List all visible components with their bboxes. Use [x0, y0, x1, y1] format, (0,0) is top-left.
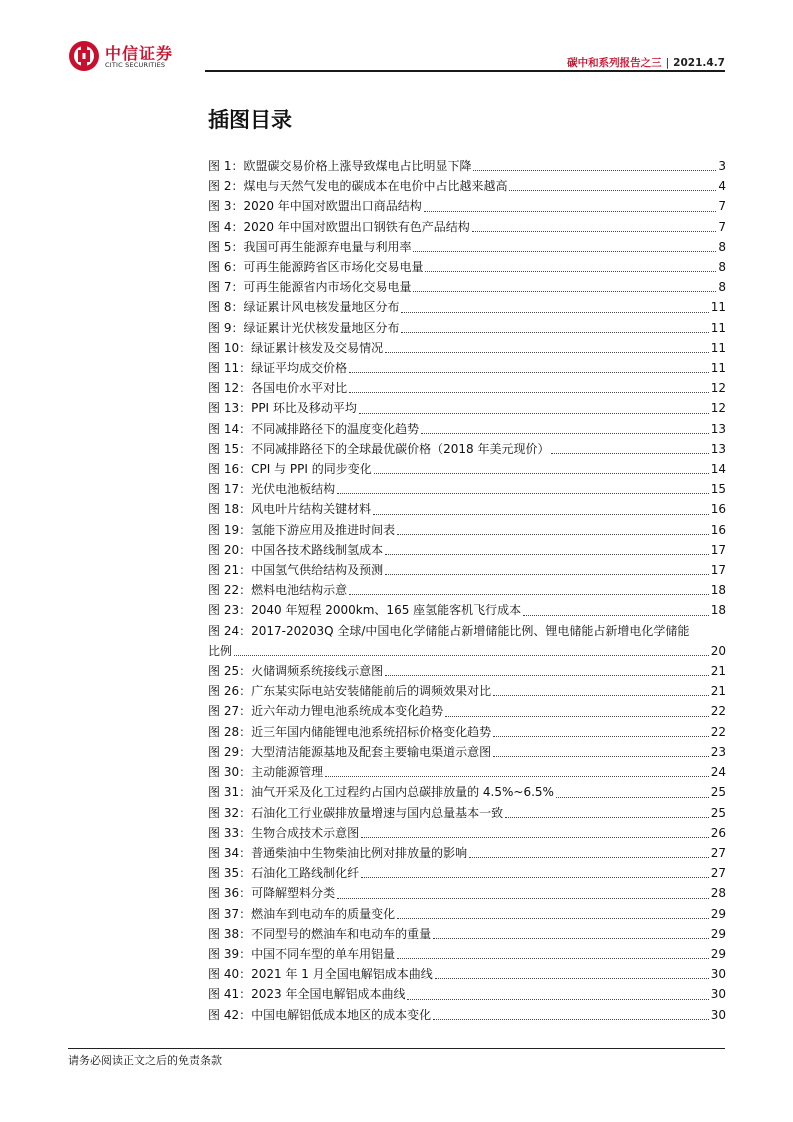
toc-page: 16	[710, 522, 726, 537]
toc-leader	[435, 978, 709, 979]
toc-leader	[473, 170, 716, 171]
toc-item[interactable]	[208, 580, 726, 600]
toc-item[interactable]	[208, 358, 726, 378]
toc-item[interactable]	[208, 419, 726, 439]
toc-page: 25	[710, 785, 726, 800]
toc-leader	[433, 938, 709, 939]
toc-label: 图 37：燃油车到电动车的质量变化	[208, 906, 396, 921]
toc-item[interactable]	[208, 701, 726, 721]
toc-page: 27	[710, 866, 726, 881]
toc-label: 图 28：近三年国内储能锂电池系统招标价格变化趋势	[208, 724, 492, 739]
toc-label: 图 34：普通柴油中生物柴油比例对排放量的影响	[208, 845, 468, 860]
report-series: 碳中和系列报告之三	[567, 57, 662, 69]
toc-label: 图 13：PPI 环比及移动平均	[208, 401, 357, 416]
toc-item[interactable]	[208, 479, 726, 499]
toc-leader	[433, 1019, 709, 1020]
toc-leader	[397, 534, 709, 535]
toc-label: 图 27：近六年动力锂电池系统成本变化趋势	[208, 704, 444, 719]
toc-page: 11	[710, 320, 726, 335]
toc-leader	[445, 716, 709, 717]
toc-page: 30	[710, 967, 726, 982]
toc-page: 20	[710, 643, 726, 658]
toc-label: 图 21：中国氢气供给结构及预测	[208, 563, 384, 578]
toc-page: 27	[710, 845, 726, 860]
toc-label: 图 1：欧盟碳交易价格上涨导致煤电占比明显下降	[208, 159, 472, 173]
report-date: 2021.4.7	[673, 57, 725, 69]
citic-emblem-icon	[68, 40, 100, 72]
toc-page: 11	[710, 361, 726, 376]
toc-leader	[385, 574, 709, 575]
toc-item[interactable]	[208, 439, 726, 459]
toc-leader	[425, 271, 716, 272]
toc-item[interactable]	[208, 277, 726, 297]
toc-leader	[359, 413, 709, 414]
toc-item[interactable]	[208, 297, 726, 317]
page-title: 插图目录	[208, 108, 292, 132]
toc-leader	[469, 857, 709, 858]
toc-label: 图 40：2021 年 1 月全国电解铝成本曲线	[208, 967, 433, 982]
toc-page: 29	[710, 926, 726, 941]
toc-item[interactable]	[208, 318, 726, 338]
toc-item[interactable]	[208, 843, 726, 863]
toc-leader	[493, 756, 709, 757]
toc-item[interactable]	[208, 338, 726, 358]
toc-item[interactable]	[208, 156, 726, 176]
toc-leader	[385, 675, 709, 676]
toc-page: 16	[710, 502, 726, 517]
toc-leader	[234, 655, 709, 656]
disclaimer-note: 请务必阅读正文之后的免责条款	[68, 1054, 222, 1067]
toc-item[interactable]	[208, 944, 726, 964]
toc-label: 图 19：氢能下游应用及推进时间表	[208, 522, 396, 537]
toc-label: 图 9：绿证累计光伏核发量地区分布	[208, 320, 400, 335]
toc-label: 图 30：主动能源管理	[208, 765, 324, 780]
toc-leader	[505, 817, 709, 818]
toc-page: 8	[718, 260, 726, 275]
toc-item[interactable]	[208, 782, 726, 802]
header-report-info	[567, 55, 725, 70]
toc-label: 图 22：燃料电池结构示意	[208, 583, 348, 598]
toc-label: 图 7：可再生能源省内市场化交易电量	[208, 280, 412, 295]
toc-label: 图 36：可降解塑料分类	[208, 886, 336, 901]
toc-leader	[361, 877, 709, 878]
figure-toc	[208, 156, 726, 1025]
toc-page: 17	[710, 563, 726, 578]
toc-page: 7	[718, 219, 726, 234]
toc-leader	[374, 473, 709, 474]
toc-label: 图 26：广东某实际电站安装储能前后的调频效果对比	[208, 684, 492, 699]
toc-page: 30	[710, 1007, 726, 1022]
toc-label: 图 25：火储调频系统接线示意图	[208, 664, 384, 679]
toc-label: 图 18：风电叶片结构关键材料	[208, 502, 372, 517]
toc-label: 图 2：煤电与天然气发电的碳成本在电价中占比越来越高	[208, 179, 508, 194]
toc-leader	[413, 291, 716, 292]
toc-item[interactable]	[208, 964, 726, 984]
toc-page: 12	[710, 401, 726, 416]
toc-label: 图 38：不同型号的燃油车和电动车的重量	[208, 926, 432, 941]
toc-page: 30	[710, 987, 726, 1002]
toc-label: 图 32：石油化工行业碳排放量增速与国内总量基本一致	[208, 805, 504, 820]
toc-leader	[397, 958, 709, 959]
toc-label: 图 4：2020 年中国对欧盟出口钢铁有色产品结构	[208, 219, 470, 234]
toc-line2	[208, 641, 726, 661]
toc-page: 3	[718, 159, 726, 173]
toc-item[interactable]	[208, 560, 726, 580]
toc-page: 22	[710, 724, 726, 739]
toc-page: 12	[710, 381, 726, 396]
toc-leader	[325, 776, 709, 777]
toc-leader	[373, 514, 709, 515]
toc-page: 11	[710, 300, 726, 315]
toc-label: 图 17：光伏电池板结构	[208, 482, 336, 497]
toc-item[interactable]	[208, 459, 726, 479]
toc-item[interactable]	[208, 217, 726, 237]
toc-item[interactable]	[208, 762, 726, 782]
toc-label: 图 31：油气开采及化工过程约占国内总碳排放量的 4.5%~6.5%	[208, 785, 554, 800]
toc-item[interactable]	[208, 1005, 726, 1025]
toc-leader	[551, 453, 708, 454]
toc-page: 7	[718, 199, 726, 214]
toc-label: 图 12：各国电价水平对比	[208, 381, 348, 396]
toc-page: 11	[710, 340, 726, 355]
toc-label: 图 42：中国电解铝低成本地区的成本变化	[208, 1007, 432, 1022]
toc-leader	[349, 372, 709, 373]
toc-leader	[424, 211, 717, 212]
toc-leader	[397, 918, 709, 919]
toc-label: 图 35：石油化工路线制化纤	[208, 866, 360, 881]
citic-logo	[68, 40, 188, 72]
toc-item[interactable]	[208, 742, 726, 762]
header-separator: |	[665, 57, 670, 69]
toc-leader	[349, 392, 709, 393]
toc-item[interactable]	[208, 378, 726, 398]
toc-label-cont: 比例	[208, 643, 233, 658]
toc-item[interactable]	[208, 540, 726, 560]
toc-page: 28	[710, 886, 726, 901]
toc-item[interactable]	[208, 803, 726, 823]
toc-leader	[413, 251, 716, 252]
toc-leader	[421, 433, 709, 434]
toc-leader	[349, 594, 709, 595]
toc-item[interactable]	[208, 499, 726, 519]
toc-label: 图 29：大型清洁能源基地及配套主要输电渠道示意图	[208, 744, 492, 759]
toc-item[interactable]	[208, 520, 726, 540]
toc-leader	[523, 615, 709, 616]
toc-item[interactable]	[208, 237, 726, 257]
toc-item[interactable]	[208, 863, 726, 883]
toc-page: 17	[710, 542, 726, 557]
logo-cn-text: 中信证券	[105, 44, 174, 63]
toc-page: 13	[710, 441, 726, 456]
toc-item[interactable]	[208, 600, 726, 620]
toc-leader	[385, 554, 709, 555]
toc-item[interactable]	[208, 257, 726, 277]
toc-label: 图 10：绿证累计核发及交易情况	[208, 340, 384, 355]
toc-item[interactable]	[208, 984, 726, 1004]
toc-leader	[337, 898, 709, 899]
toc-leader	[407, 999, 708, 1000]
toc-page: 22	[710, 704, 726, 719]
toc-page: 15	[710, 482, 726, 497]
toc-item[interactable]	[208, 823, 726, 843]
footer-rule	[68, 1048, 725, 1049]
toc-page: 8	[718, 280, 726, 295]
toc-leader	[385, 352, 709, 353]
toc-leader	[472, 231, 717, 232]
toc-page: 14	[710, 462, 726, 477]
toc-item[interactable]	[208, 398, 726, 418]
toc-leader	[493, 736, 709, 737]
toc-item[interactable]	[208, 722, 726, 742]
toc-label: 图 3：2020 年中国对欧盟出口商品结构	[208, 199, 422, 214]
toc-page: 18	[710, 583, 726, 598]
toc-page: 21	[710, 664, 726, 679]
toc-page: 29	[710, 906, 726, 921]
toc-label: 图 33：生物合成技术示意图	[208, 825, 360, 840]
toc-label: 图 20：中国各技术路线制氢成本	[208, 542, 384, 557]
toc-page: 23	[710, 744, 726, 759]
toc-label: 图 24：2017-20203Q 全球/中国电化学储能占新增储能比例、锂电储能占新增电化学储能	[208, 623, 690, 638]
toc-leader	[401, 332, 708, 333]
toc-label: 图 39：中国不同车型的单车用铝量	[208, 946, 396, 961]
toc-item[interactable]	[208, 681, 726, 701]
toc-item[interactable]	[208, 924, 726, 944]
header-rule	[205, 70, 725, 72]
toc-label: 图 5：我国可再生能源弃电量与利用率	[208, 239, 412, 254]
toc-page: 4	[718, 179, 726, 194]
toc-item[interactable]	[208, 196, 726, 216]
toc-page: 26	[710, 825, 726, 840]
toc-leader	[401, 312, 708, 313]
toc-leader	[361, 837, 709, 838]
toc-page: 29	[710, 946, 726, 961]
toc-item[interactable]	[208, 883, 726, 903]
toc-item[interactable]	[208, 621, 726, 661]
toc-page: 18	[710, 603, 726, 618]
toc-leader	[556, 797, 709, 798]
toc-label: 图 11：绿证平均成交价格	[208, 361, 348, 376]
toc-item[interactable]	[208, 904, 726, 924]
toc-label: 图 16：CPI 与 PPI 的同步变化	[208, 462, 372, 477]
toc-label: 图 15：不同减排路径下的全球最优碳价格（2018 年美元现价）	[208, 441, 550, 456]
toc-label: 图 6：可再生能源跨省区市场化交易电量	[208, 260, 424, 275]
logo-en-text: CITIC SECURITIES	[105, 61, 166, 69]
toc-label: 图 41：2023 年全国电解铝成本曲线	[208, 987, 406, 1002]
toc-label: 图 14：不同减排路径下的温度变化趋势	[208, 421, 420, 436]
toc-item[interactable]	[208, 661, 726, 681]
toc-leader	[337, 493, 709, 494]
toc-page: 21	[710, 684, 726, 699]
toc-page: 24	[710, 765, 726, 780]
toc-page: 13	[710, 421, 726, 436]
toc-label: 图 23：2040 年短程 2000km、165 座氢能客机飞行成本	[208, 603, 522, 618]
toc-label: 图 8：绿证累计风电核发量地区分布	[208, 300, 400, 315]
toc-leader	[493, 695, 709, 696]
toc-item[interactable]	[208, 176, 726, 196]
toc-page: 25	[710, 805, 726, 820]
toc-page: 8	[718, 239, 726, 254]
toc-leader	[509, 190, 716, 191]
